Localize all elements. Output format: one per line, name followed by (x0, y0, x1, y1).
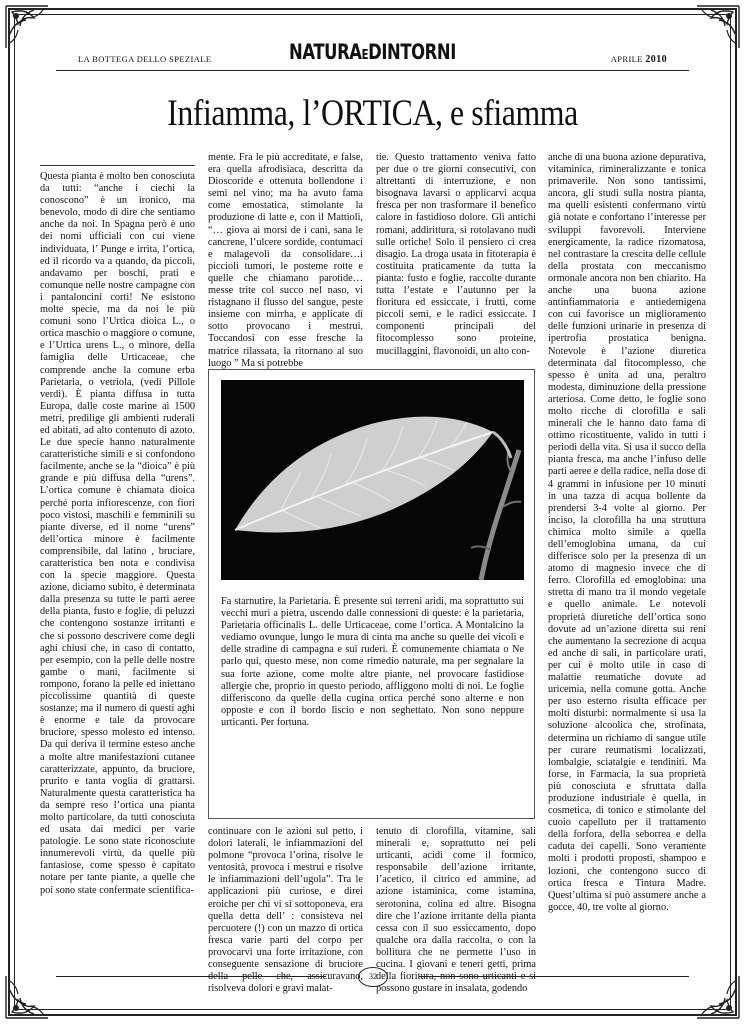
corner-ornament-icon (4, 974, 50, 1020)
column-3-top-text: tie. Questo trattamento veniva fatto per due o tre giorni consecutivi, con altrettanti di interruzione, e non bisognava lavarsi o applicarvi acqua fresca per non trasformare il benefico calore in fastidioso dolore. Gli antichi romani, addirittura, si rotolavano nudi sulle ortiche! Solo il pensiero ci crea disagio. La droga usata in fitoterapia è costituita praticamente da tutta la pianta: fusto e foglie, raccolte durante tutta l’estate e l’autunno per la fioritura ed essiccate, i frutti, come piccoli semi, e le radici essiccate. I componenti principali del fitocomplesso sono proteine, mucillaggini, flavonoidi, un alto con- (376, 152, 536, 357)
issue-month: APRILE (610, 54, 643, 64)
photo-box (208, 369, 535, 819)
column-4-text: anche di una buona azione depurativa, vitaminica, rimineralizzante e tonica primaverile. Non sono tantissimi, ancora, gli studi sulla nostra pianta, ma quelli esistenti confermano virtù già notate e confortano l’interesse per sviluppi favorevoli. Interviene energicamente, la radice rizomatosa, nel contrastare la crescita delle cellule della prostata con meccanismo ormonale ancora non ben chiarito. Ha anche una buona azione antinfiammatoria e antiedemigena con cui favorisce un miglioramento delle funzioni urinarie in presenza di ipertrofia prostatica benigna. Notevole è l’azione diuretica determinata dal fitocomplesso, che spesso è unita ad una, peraltro modesta, diminuzione della pressione arteriosa. Come detto, le foglie sono molto ricche di clorofilla e sali minerali che le hanno dato fama di ottimo ricostituente, valido in tutti i periodi della vita. Si usa il succo della pianta fresca, ma anche l’infuso delle parti aeree e della radice, nella dose di 4 grammi in infusione per 10 minuti in una tazza di acqua bollente da prendersi 3-4 volte al giorno. Per inciso, la clorofilla ha una struttura chimica molto simile a quella dell’emoglobina umana, da cui differisce solo per la presenza di un atomo di magnesio invece che di ferro. Clorofilla ed emoglobina: una stretta di mano tra il mondo vegetale e quello animale. Le notevoli proprietà diuretiche dell’ortica sono dovute ad un’azione diretta sui reni che aumentano la secrezione di acqua ed anche di sali, in particolare urati, per cui è molto utile in caso di malattie reumatiche dovute ad uricemia, nella comune gotta. Anche per uso esterno risulta efficace per molti disturbi: normalmente si usa la soluzione alcoolica che, strofinata, determina un richiamo di sangue utile per curare reumatismi localizzati, lombalgie, sciatalgie e tendiniti. Ma forse, in Farmacia, la sua proprietà più conosciuta e sfruttata dalla produzione industriale è quella, in cosmetica, di tonico e stimolante del cuoio capelluto per il trattamento della forfora, della seborrea e della caduta dei capelli. Sono veramente molti i prodotti proposti, shampoo e lozioni, che contengono succo di ortica fresca e Tintura Madre. Quest’ultima si può assumere anche a gocce, 40, tre volte al giorno. (548, 152, 706, 913)
article-column-4 (548, 152, 706, 914)
issue-year: 2010 (645, 54, 667, 65)
footer-divider-left (56, 976, 326, 977)
parietaria-leaf-photo (221, 380, 524, 580)
header-divider (56, 70, 689, 71)
column-divider (40, 165, 195, 166)
column-2-bottom-text: continuare con le azioni sul petto, i dolori laterali, le infiammazioni del polmone “provoca l’orina, risolve le ventosità, provoca i mestrui e risolve le infiammazioni dell’ugola”. Tra le applicazioni più curiose, e direi eroiche per chi vi si sottoponeva, era quella detta dell’ : consisteva nel percuotere (!) con un mazzo di ortica fresca varie parti del corpo per provocarvi una forte irritazione, con conseguente sensazione di bruciore della pelle che, assicuravano, risolveva dolori e gravi malat- (208, 826, 363, 995)
page-number: 32 (358, 967, 388, 987)
article-column-3-bottom (376, 826, 536, 995)
masthead-word-2: E (361, 48, 369, 63)
corner-ornament-icon (4, 4, 50, 50)
masthead-word-3: DINTORNI (368, 40, 456, 64)
footer-divider-right (419, 976, 689, 977)
photo-caption: Fa starnutire, la Parietaria. È presente sui terreni aridi, ma soprattutto sui vecchi muri a pietra, uscendo dalle connessioni di queste: è la parietaria, Parietaria officinalis L. delle Urticaceae, come l’ortica. A Montalcino la vediamo ovunque, lungo le mura di cinta ma anche su quelle dei vicoli e delle stradine di campagna e sui ruderi. È comunemente chiamata o Ne parlo qui, questo mese, non come rimedio naturale, ma per segnalare la sua forte azione, come molte altre piante, nel provocare fastidiose allergie che, proprio in questo periodo, affliggono molti di noi. Le foglie differiscono da quelle della cugina ortica perché sono alterne e non opposte e con il bordo liscio e non seghettato. Non sono neppure urticanti. Per fortuna. (221, 596, 524, 728)
masthead-word-1: NATURA (289, 40, 362, 64)
article-column-3-top (376, 152, 536, 358)
column-2-top-text: mente. Fra le più accreditate, e false, era quella afrodisiaca, descritta da Dioscoride e ottenuta bollendone i semi nel vino; ma ha avuto fama come emostatica, stimolante la produzione di latte e, con il Mattioli, “… giova ai morsi de i cani, sana le cancrene, l’ulcere sordide, contumaci e malagevoli da consolidare…i piccioli tumori, le posteme rotte e quelle che chiamano parotide…messe trite col succo nel naso, vi ristagnano il flusso del sangue, peste insieme con mirrha, e applicate di sotto provocano i mestrui. Toccandosi con esse fresche la matrice rilassata, la ritornano al suo luogo ” Ma si potrebbe (208, 152, 363, 369)
article-column-1 (40, 171, 195, 897)
section-name: LA BOTTEGA DELLO SPEZIALE (78, 54, 212, 64)
column-1-text: Questa pianta è molto ben conosciuta da tutti: “anche i ciechi la conoscono” è un ironico, ma benevolo, modo di dire che sentiamo anche da noi. In Spagna però è uno dei nomi ufficiali con cui viene individuata, l’ Punge e irrita, l’ortica, ed il ricordo va a quando, da piccoli, andavamo per boschi, prati e comunque nelle nostre campagne con i pantaloncini corti! Ne esistono molte specie, ma da noi le più comuni sono l’Urtica dioica L., o ortica maschio o maggiore o comune, e l’Urtica urens L., o minore, della famiglia delle Urticaceae, che comprende anche la comune erba Parietaria, o vetriola, (vedi Pillole verdi). È pianta diffusa in tutta Europa, dalle coste marine ai 1500 metri, predilige gli ambienti ruderali ed abitati, ad alto contenuto di azoto. Le due specie hanno naturalmente caratteristiche simili e si confondono facilmente, anche se la “dioica” è più grande e più diffusa della “urens”. L’ortica comune è chiamata dioica perché porta infiorescenze, con fiori poco vistosi, maschili e femminili su piante diverse, ed il nome “urens” dell’ortica minore è facilmente comprensibile, dal latino , bruciare, caratteristica ben nota e condivisa con la specie maggiore. Questa azione, diciamo subito, è determinata dalla presenza su tutte le parti aeree della pianta, fusto e foglie, di peluzzi che contengono sostanze irritanti e che si possono descrivere come degli aghi chiusi che, in caso di contatto, per esempio, con la pelle delle nostre gambe o mani, facilmente si rompono, forano la pelle ed iniettano piccolissime quantità di queste sostanze; ma il numero di questi aghi è enorme e tale da provocare bruciore, spesso molesto ed intenso. Da qui deriva il termine esteso anche a molte altre manifestazioni cutanee caratterizzate, appunto, da bruciore, prurito e tanta voglia di grattarsi. Naturalmente questa caratteristica ha da sempre reso l’ortica una pianta molto particolare, da tutti conosciuta ed usata dai medici per varie patologie. Le sono state riconosciute innumerevoli virtù, da quelle più fantasiose, come spesso è capitato notare per tante piante, a quelle che poi sono state confermate scientifica- (40, 171, 195, 896)
article-title: Infiamma, l’ORTICA, e sfiamma (167, 93, 578, 134)
article-column-2-bottom (208, 826, 363, 995)
corner-ornament-icon (695, 974, 741, 1020)
article-column-2-top (208, 152, 363, 370)
page-header (56, 40, 689, 70)
column-3-bottom-text: tenuto di clorofilla, vitamine, sali minerali e, soprattutto nei peli urticanti, acidi come il formico, responsabile dell’azione irritante, l’acetico, il citrico ed ammine, ad azione istaminica, come istamina, serotonina, colina ed altre. Bisogna dire che l’azione irritante della pianta cessa con il suo essiccamento, dopo qualche ora dalla raccolta, o con la bollitura che ne permette l’uso in cucina. I giovani e teneri getti, prima della fioritura, non sono urticanti e si possono gustare in insalata, godendo (376, 826, 536, 995)
masthead-logo (126, 40, 620, 64)
corner-ornament-icon (695, 4, 741, 50)
issue-date (611, 54, 667, 65)
